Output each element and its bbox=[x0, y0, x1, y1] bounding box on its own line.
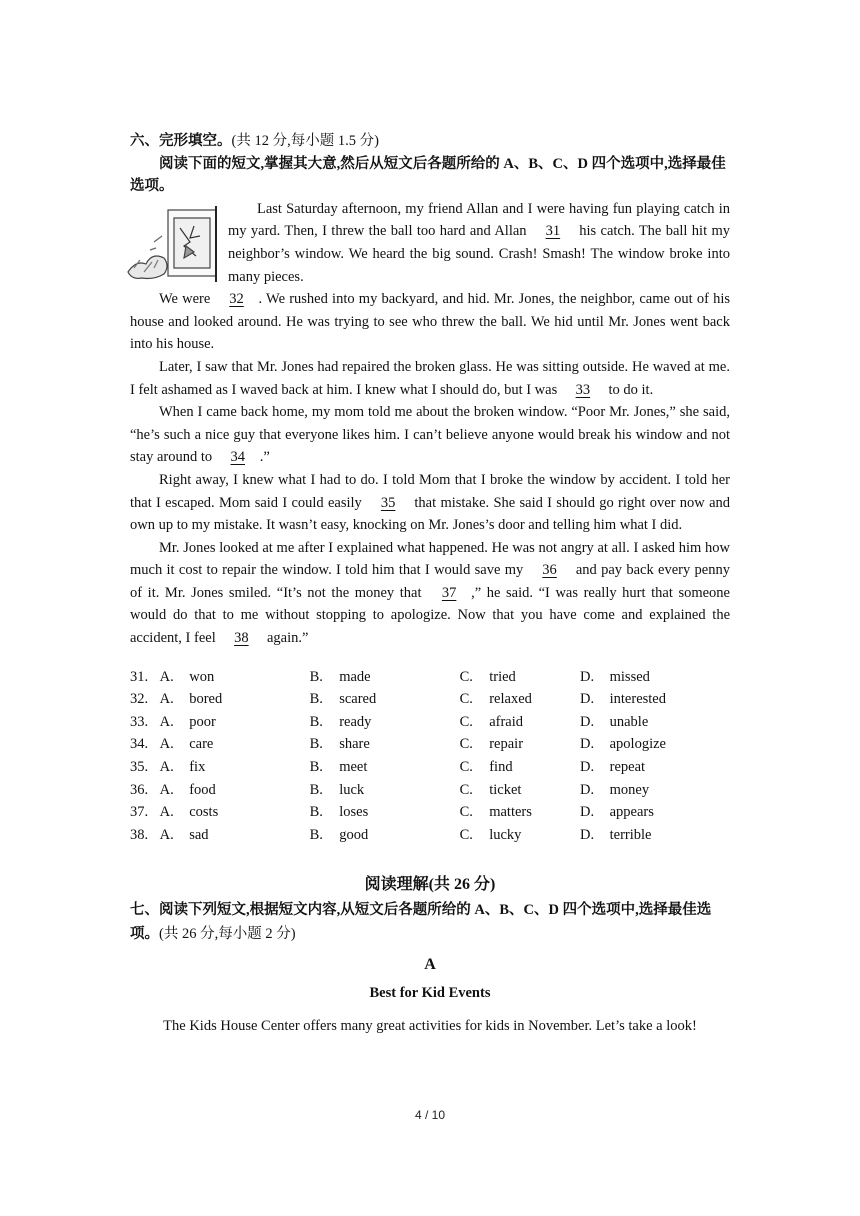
option-letter-d: D. bbox=[580, 781, 595, 798]
option-row bbox=[130, 688, 730, 711]
option-letter-b: B. bbox=[309, 759, 323, 776]
option-letter-d: D. bbox=[580, 759, 595, 776]
question-number: 34. bbox=[130, 736, 149, 753]
part-letter: A bbox=[424, 956, 436, 974]
option-letter-a: A. bbox=[159, 736, 174, 753]
option-text-d: interested bbox=[609, 691, 666, 708]
option-text-b: good bbox=[339, 826, 369, 843]
option-text-a: costs bbox=[189, 804, 219, 821]
option-letter-b: B. bbox=[309, 804, 323, 821]
exam-page bbox=[130, 130, 730, 1038]
option-text-a: poor bbox=[189, 713, 216, 730]
option-letter-d: D. bbox=[580, 668, 595, 685]
option-letter-a: A. bbox=[159, 781, 174, 798]
option-text-d: repeat bbox=[609, 759, 646, 776]
option-row bbox=[130, 733, 730, 756]
option-text-d: missed bbox=[609, 668, 650, 685]
option-row bbox=[130, 801, 730, 824]
passage-paragraph-1: Last Saturday afternoon, my friend Allan and I were having fun playing catch in my yard. Then, I threw the ball too hard and Allan 31 his catch. The ball hit my neighbor’s window. We heard the big sound. Crash! Smash! The window broke into many pieces. bbox=[130, 198, 730, 288]
option-letter-a: A. bbox=[159, 804, 174, 821]
option-text-b: luck bbox=[339, 781, 365, 798]
option-letter-a: A. bbox=[159, 759, 174, 776]
blank-38: 38 bbox=[234, 630, 249, 647]
option-text-b: ready bbox=[339, 713, 372, 730]
reading-heading: 阅读理解(共 26 分) bbox=[364, 876, 496, 894]
question-number: 33. bbox=[130, 713, 149, 730]
options-list bbox=[130, 666, 730, 847]
option-text-a: sad bbox=[189, 826, 209, 843]
part-title: Best for Kid Events bbox=[369, 985, 491, 1002]
broken-window-illustration bbox=[124, 202, 222, 284]
option-row bbox=[130, 779, 730, 802]
passage-paragraph-5: Right away, I knew what I had to do. I told Mom that I broke the window by accident. I told her that I escaped. Mom said I could easily 35 that mistake. She said I should go right over now and own up to my mistake. It wasn’t easy, knocking on Mr. Jones’s door and telling him what I did. bbox=[130, 471, 730, 534]
option-letter-d: D. bbox=[580, 713, 595, 730]
option-text-d: terrible bbox=[609, 826, 652, 843]
page-number: 4 / 10 bbox=[414, 1108, 446, 1122]
question-number: 36. bbox=[130, 781, 149, 798]
option-text-a: food bbox=[189, 781, 216, 798]
section7-instruction: 七、阅读下列短文,根据短文内容,从短文后各题所给的 A、B、C、D 四个选项中,选择最佳选项。(共 26 分,每小题 2 分) bbox=[130, 902, 712, 943]
blank-35: 35 bbox=[380, 494, 396, 511]
option-letter-b: B. bbox=[309, 668, 323, 685]
section6-instruction: 阅读下面的短文,掌握其大意,然后从短文后各题所给的 A、B、C、D 四个选项中,选择最佳选项。 bbox=[130, 155, 726, 195]
option-letter-c: C. bbox=[459, 804, 473, 821]
option-letter-c: C. bbox=[459, 826, 473, 843]
option-text-c: matters bbox=[489, 804, 532, 821]
option-text-c: find bbox=[489, 759, 513, 776]
question-number: 38. bbox=[130, 826, 149, 843]
option-text-d: appears bbox=[609, 804, 654, 821]
passage-paragraph-6: Mr. Jones looked at me after I explained what happened. He was not angry at all. I asked him how much it cost to repair the window. I told him that I would save my 36 and pay back every penny of it. Mr. Jones smiled. “It’s not the money that 37 ,” he said. “I was really hurt that someone would do that to me without stopping to apologize. Now that you have come and explained the accident, I feel 38 again.” bbox=[130, 537, 730, 650]
option-text-d: money bbox=[609, 781, 650, 798]
question-number: 32. bbox=[130, 691, 149, 708]
section6-title: 六、完形填空。(共 12 分,每小题 1.5 分) bbox=[130, 133, 379, 149]
blank-37: 37 bbox=[441, 584, 457, 601]
blank-34: 34 bbox=[230, 449, 246, 466]
option-letter-a: A. bbox=[159, 826, 174, 843]
option-letter-d: D. bbox=[580, 736, 595, 753]
option-text-d: apologize bbox=[609, 736, 666, 753]
option-letter-d: D. bbox=[580, 804, 595, 821]
option-text-a: won bbox=[189, 668, 215, 685]
option-text-c: lucky bbox=[489, 826, 522, 843]
option-letter-b: B. bbox=[309, 736, 323, 753]
option-letter-c: C. bbox=[459, 691, 473, 708]
option-letter-a: A. bbox=[159, 668, 174, 685]
option-letter-c: C. bbox=[459, 759, 473, 776]
question-number: 31. bbox=[130, 668, 149, 685]
option-letter-b: B. bbox=[309, 781, 323, 798]
option-text-d: unable bbox=[609, 713, 649, 730]
option-text-c: repair bbox=[489, 736, 524, 753]
option-text-b: scared bbox=[339, 691, 377, 708]
option-text-a: bored bbox=[189, 691, 223, 708]
passage-paragraph-4: When I came back home, my mom told me about the broken window. “Poor Mr. Jones,” she said, “he’s such a nice guy that everyone likes him. I can’t believe anyone would break his window and not stay around to 34 .” bbox=[130, 401, 730, 469]
option-text-a: fix bbox=[189, 759, 206, 776]
passage-paragraph-2: We were 32 . We rushed into my backyard, and hid. Mr. Jones, the neighbor, came out of his house and looked around. He was trying to see who threw the ball. We hid until Mr. Jones went back into his house. bbox=[130, 288, 730, 356]
question-number: 35. bbox=[130, 759, 149, 776]
option-letter-b: B. bbox=[309, 691, 323, 708]
option-text-c: relaxed bbox=[489, 691, 532, 708]
option-letter-a: A. bbox=[159, 713, 174, 730]
option-text-b: loses bbox=[339, 804, 369, 821]
blank-31: 31 bbox=[545, 223, 561, 240]
option-letter-a: A. bbox=[159, 691, 174, 708]
option-row bbox=[130, 824, 730, 847]
question-number: 37. bbox=[130, 804, 149, 821]
option-text-c: afraid bbox=[489, 713, 524, 730]
option-letter-b: B. bbox=[309, 826, 323, 843]
option-text-b: share bbox=[339, 736, 370, 753]
option-letter-c: C. bbox=[459, 781, 473, 798]
blank-33: 33 bbox=[575, 381, 591, 398]
option-letter-c: C. bbox=[459, 713, 473, 730]
option-text-b: meet bbox=[339, 759, 368, 776]
option-letter-d: D. bbox=[580, 826, 595, 843]
option-text-a: care bbox=[189, 736, 214, 753]
option-row bbox=[130, 711, 730, 734]
option-letter-b: B. bbox=[309, 713, 323, 730]
option-letter-d: D. bbox=[580, 691, 595, 708]
option-letter-c: C. bbox=[459, 668, 473, 685]
option-text-c: ticket bbox=[489, 781, 522, 798]
option-row bbox=[130, 666, 730, 689]
option-letter-c: C. bbox=[459, 736, 473, 753]
option-row bbox=[130, 756, 730, 779]
part-intro: The Kids House Center offers many great activities for kids in November. Let’s take a look! bbox=[163, 1018, 697, 1035]
option-text-c: tried bbox=[489, 668, 516, 685]
blank-36: 36 bbox=[542, 562, 557, 579]
passage-paragraph-3: Later, I saw that Mr. Jones had repaired the broken glass. He was sitting outside. He waved at me. I felt ashamed as I waved back at him. I knew what I should do, but I was 33 to do it. bbox=[130, 356, 730, 401]
option-text-b: made bbox=[339, 668, 371, 685]
blank-32: 32 bbox=[229, 291, 244, 308]
